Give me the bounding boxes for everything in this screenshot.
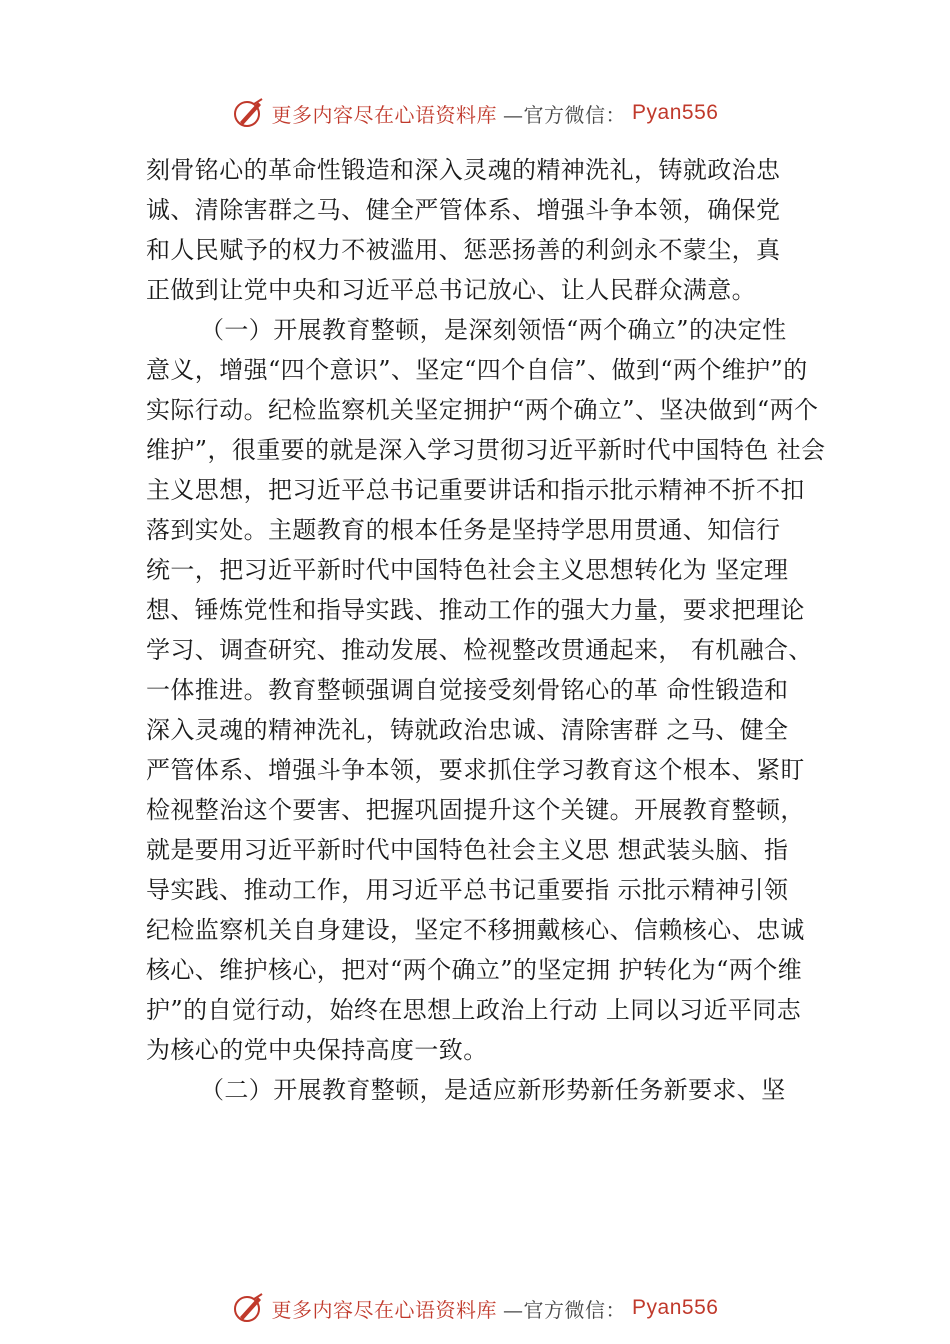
text-line: 和人民赋予的权力不被滥用、惩恶扬善的利剑永不蒙尘，真 (146, 236, 781, 264)
text-line: 护”的自觉行动，始终在思想上政治上行动 上同以习近平同志 (146, 996, 802, 1024)
text-line: 实际行动。纪检监察机关坚定拥护“两个确立”、坚决做到“两个 (146, 396, 819, 424)
text-line: 刻骨铭心的革命性锻造和深入灵魂的精神洗礼，铸就政治忠 (146, 156, 781, 184)
watermark-code: Pyan556 (632, 101, 719, 124)
text-line: 维护”，很重要的就是深入学习贯彻习近平新时代中国特色 社会 (146, 436, 826, 464)
pen-logo-icon (232, 96, 266, 130)
text-line: 诚、清除害群之马、健全严管体系、增强斗争本领，确保党 (146, 196, 781, 224)
text-line: 正做到让党中央和习近平总书记放心、让人民群众满意。 (146, 276, 756, 304)
text-line: 就是要用习近平新时代中国特色社会主义思 想武装头脑、指 (146, 836, 789, 864)
text-line: 落到实处。主题教育的根本任务是坚持学思用贯通、知信行 (146, 516, 781, 544)
watermark-code: Pyan556 (632, 1296, 719, 1319)
text-line: 为核心的党中央保持高度一致。 (146, 1036, 488, 1064)
text-line: 检视整治这个要害、把握巩固提升这个关键。开展教育整顿， (146, 796, 805, 824)
text-line: 核心、维护核心，把对“两个确立”的坚定拥 护转化为“两个维 (146, 956, 803, 984)
footer-watermark (0, 1291, 950, 1325)
text-line: 统一，把习近平新时代中国特色社会主义思想转化为 坚定理 (146, 556, 789, 584)
watermark-prefix: 更多内容尽在心语资料库 (271, 102, 498, 127)
text-line: 学习、调查研究、推动发展、检视整改贯通起来， 有机融合、 (146, 636, 813, 664)
pen-logo-icon (232, 1291, 266, 1325)
text-line: （一）开展教育整顿，是深刻领悟“两个确立”的决定性 (200, 316, 787, 344)
text-line: 意义，增强“四个意识”、坚定“四个自信”、做到“两个维护”的 (146, 356, 808, 384)
text-line: 纪检监察机关自身建设，坚定不移拥戴核心、信赖核心、忠诚 (146, 916, 805, 944)
watermark-suffix: —官方微信： (503, 1297, 627, 1322)
header-watermark (0, 96, 950, 130)
text-line: 深入灵魂的精神洗礼，铸就政治忠诚、清除害群 之马、健全 (146, 716, 789, 744)
text-line: （二）开展教育整顿，是适应新形势新任务新要求、坚 (200, 1076, 786, 1104)
text-line: 主义思想，把习近平总书记重要讲话和指示批示精神不折不扣 (146, 476, 805, 504)
text-line: 导实践、推动工作，用习近平总书记重要指 示批示精神引领 (146, 876, 789, 904)
document-body (146, 150, 846, 1110)
watermark-suffix: —官方微信： (503, 102, 627, 127)
text-line: 一体推进。教育整顿强调自觉接受刻骨铭心的革 命性锻造和 (146, 676, 789, 704)
text-line: 严管体系、增强斗争本领，要求抓住学习教育这个根本、紧盯 (146, 756, 805, 784)
text-line: 想、锤炼党性和指导实践、推动工作的强大力量，要求把理论 (146, 596, 805, 624)
watermark-prefix: 更多内容尽在心语资料库 (271, 1297, 498, 1322)
